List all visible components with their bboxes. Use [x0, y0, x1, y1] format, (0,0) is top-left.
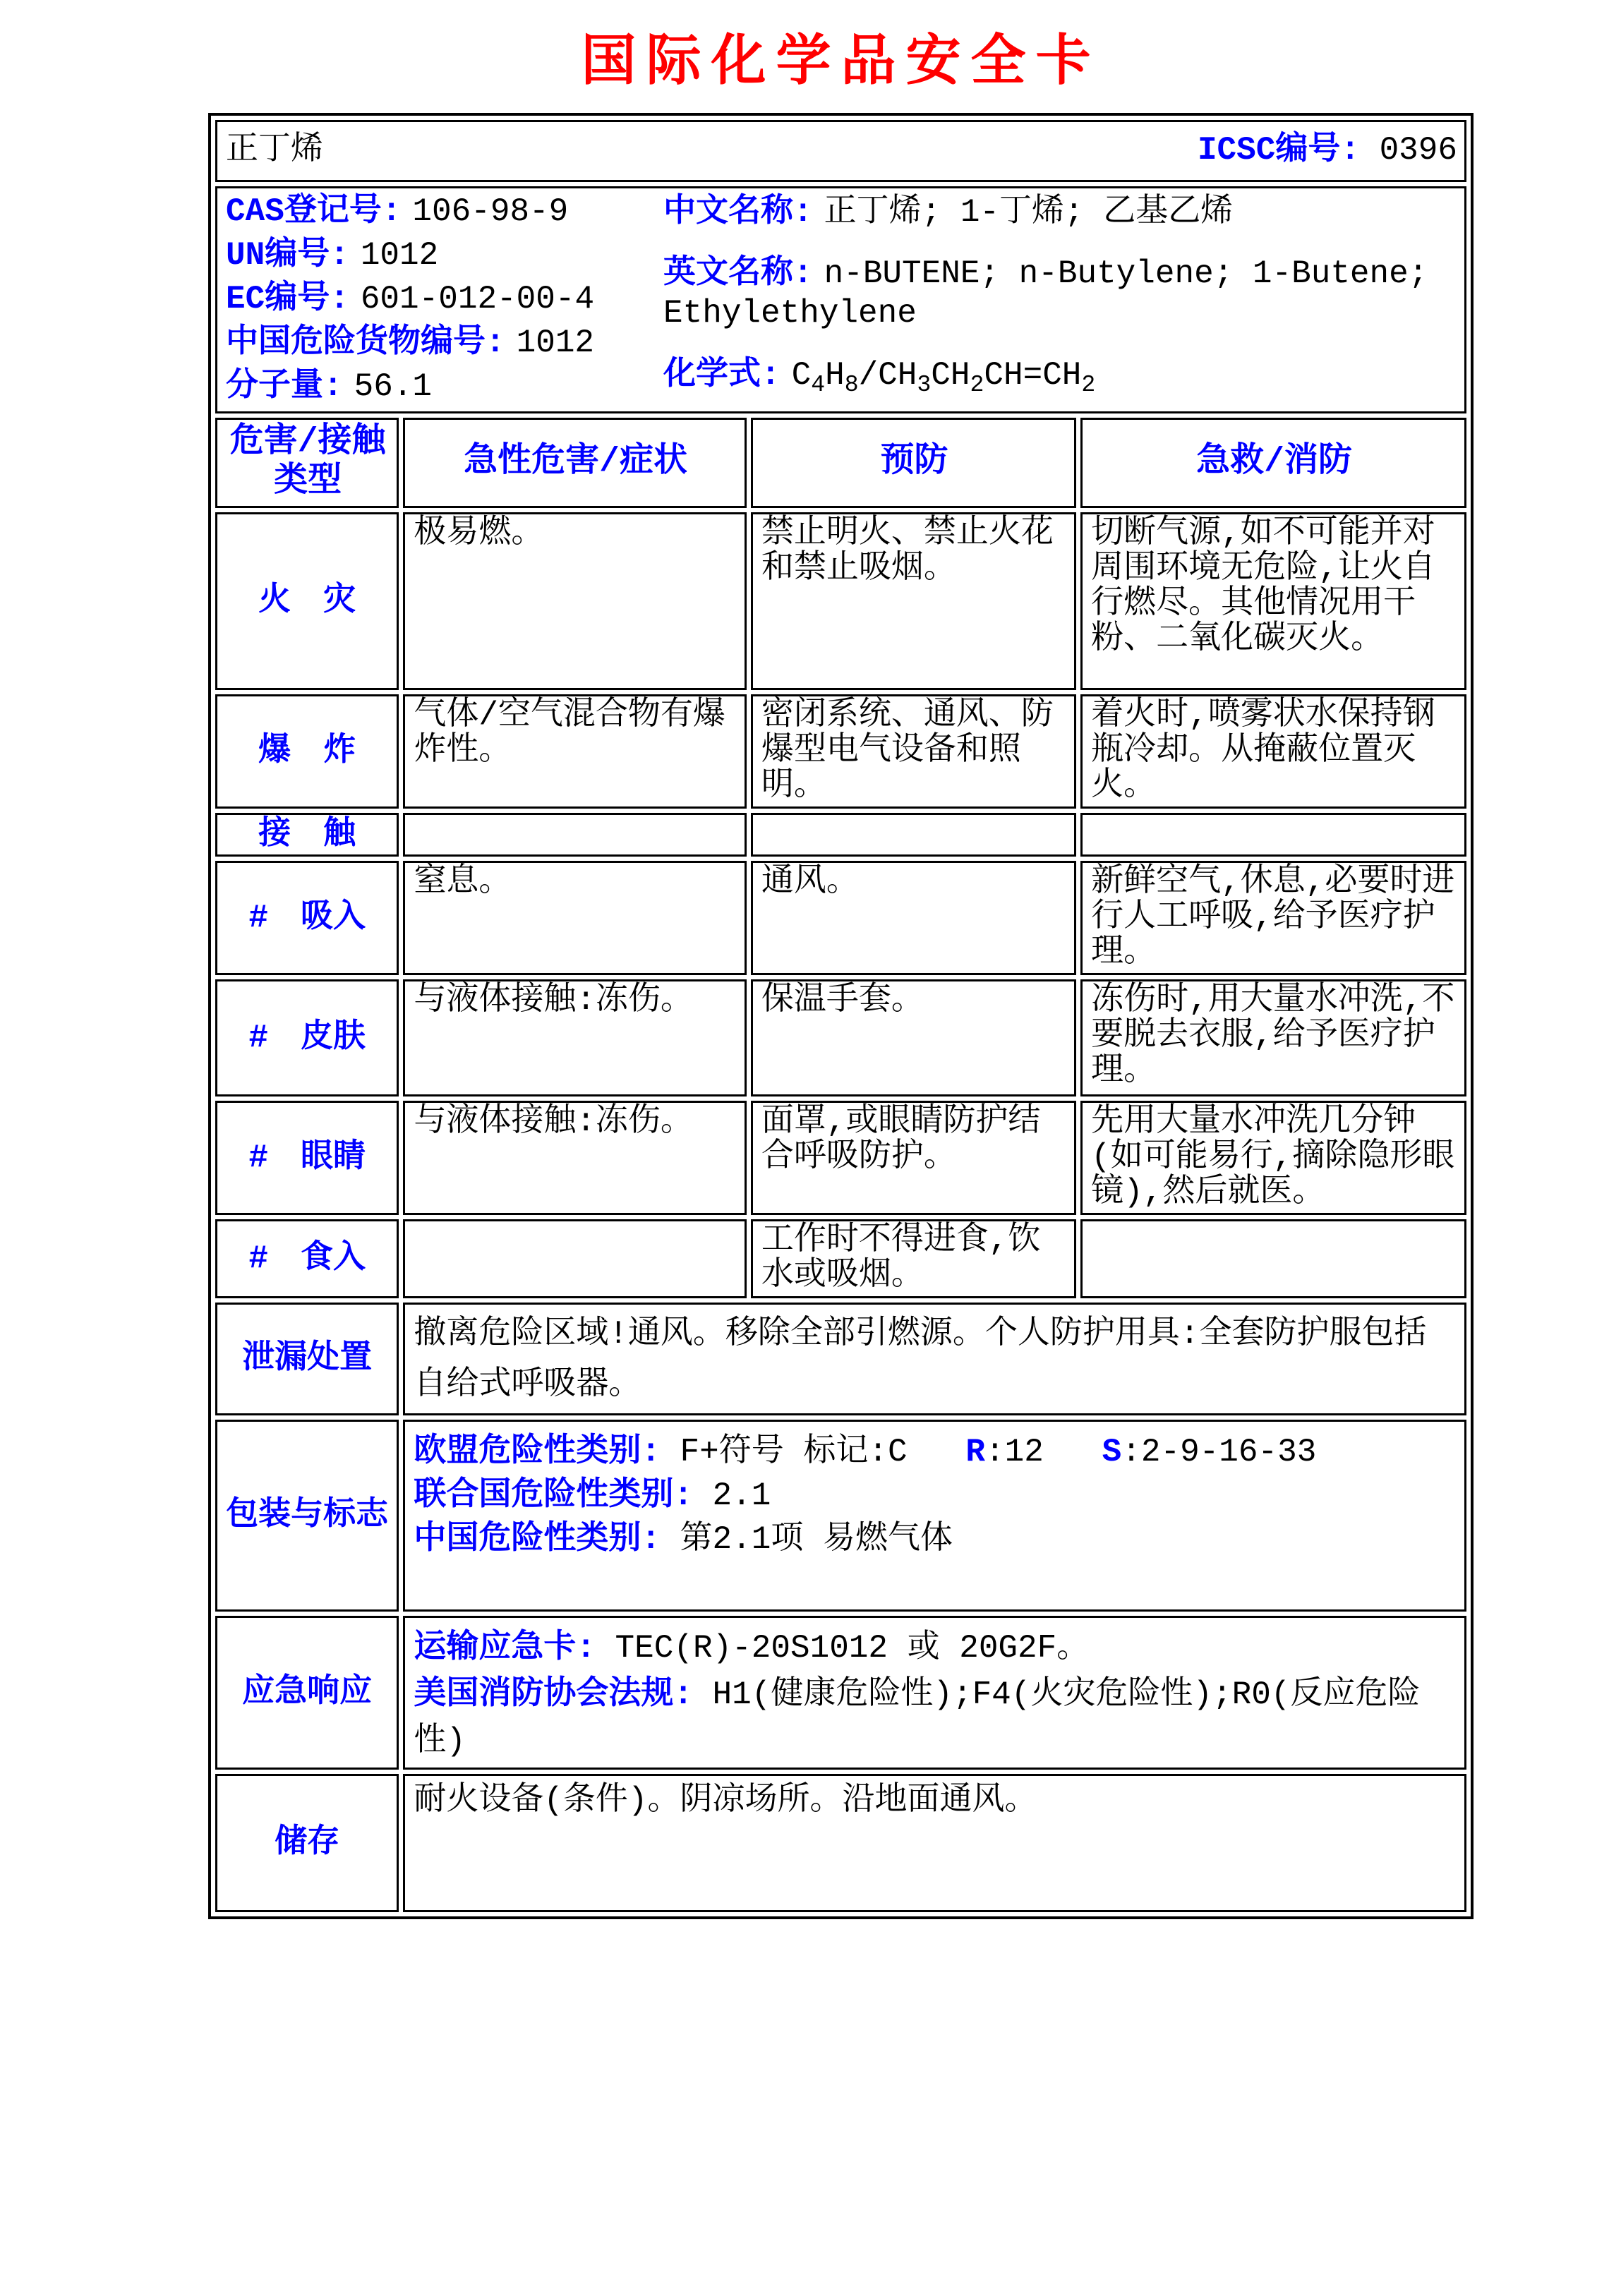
- row-label-skin: # 皮肤: [215, 979, 399, 1096]
- hazard-row-explosion: [215, 694, 1466, 809]
- field-label: S: [1102, 1434, 1122, 1470]
- fire-prevention: 禁止明火、禁止火花和禁止吸烟。: [751, 512, 1076, 690]
- section-line: [414, 1430, 1430, 1474]
- section-line: [414, 1672, 1430, 1765]
- hazard-row-contact: [215, 813, 1466, 857]
- formula-subscript: 2: [1081, 371, 1096, 398]
- field-value: TEC(R)-20S1012 或 20G2F。: [595, 1630, 1090, 1667]
- english-name-label: 英文名称:: [663, 255, 813, 293]
- row-label-contact: 接 触: [215, 813, 399, 857]
- header-first-aid: 急救/消防: [1080, 418, 1466, 508]
- ec-number-line: [226, 277, 663, 321]
- section-line: [414, 1474, 1430, 1518]
- ingestion-first-aid: [1080, 1219, 1466, 1298]
- row-label-inhalation: # 吸入: [215, 861, 399, 975]
- english-name-value: n-BUTENE; n-Butylene; 1-Butene; Ethylethylene: [663, 255, 1428, 332]
- field-value: H1(健康危险性);F4(火灾危险性);R0(反应危险性): [414, 1676, 1421, 1760]
- identifier-list: [226, 190, 663, 409]
- section-label-storage: 储存: [215, 1774, 399, 1912]
- contact-first-aid: [1080, 813, 1466, 857]
- eyes-prevention: 面罩,或眼睛防护结合呼吸防护。: [751, 1101, 1076, 1215]
- hazard-header-row: [215, 418, 1466, 508]
- row-label-fire: 火 灾: [215, 512, 399, 690]
- identifiers-row: [215, 186, 1466, 413]
- hazard-row-inhalation: [215, 861, 1466, 975]
- skin-first-aid: 冻伤时,用大量水冲洗,不要脱去衣服,给予医疗护理。: [1080, 979, 1466, 1096]
- english-name-line: [663, 254, 1457, 333]
- section-line: [414, 1625, 1430, 1672]
- spillage-content: [403, 1303, 1466, 1415]
- section-row-spillage: [215, 1303, 1466, 1415]
- storage-content: [403, 1774, 1466, 1912]
- identifiers-cell: [215, 186, 1466, 413]
- section-line: [414, 1309, 1430, 1410]
- row-label-eyes: # 眼睛: [215, 1101, 399, 1215]
- cas-value: 106-98-9: [412, 193, 569, 230]
- contact-prevention: [751, 813, 1076, 857]
- formula-text: CH: [931, 356, 970, 394]
- page-title: 国际化学品安全卡: [581, 34, 1101, 96]
- chinese-name-label: 中文名称:: [663, 194, 813, 231]
- name-list: [663, 190, 1457, 409]
- name-row: [215, 120, 1466, 182]
- field-value: 撤离危险区域!通风。移除全部引燃源。个人防护用具:全套防护服包括自给式呼吸器。: [414, 1316, 1427, 1403]
- field-label: 欧盟危险性类别:: [414, 1434, 661, 1470]
- field-value: 2.1: [692, 1478, 771, 1514]
- cas-number-line: [226, 190, 663, 234]
- icsc-number: [1198, 133, 1457, 168]
- formula-text: C: [791, 356, 812, 394]
- ec-value: 601-012-00-4: [360, 281, 595, 318]
- formula-subscript: 4: [811, 371, 826, 398]
- field-label: 联合国危险性类别:: [414, 1478, 693, 1514]
- formula-subscript: 8: [844, 371, 859, 398]
- ec-label: EC编号:: [226, 281, 349, 318]
- molecular-weight-value: 56.1: [354, 368, 433, 405]
- section-label-spillage: 泄漏处置: [215, 1303, 399, 1415]
- inhalation-prevention: 通风。: [751, 861, 1076, 975]
- china-dg-label: 中国危险货物编号:: [226, 325, 505, 361]
- cas-label: CAS登记号:: [226, 193, 402, 230]
- eyes-symptoms: 与液体接触:冻伤。: [403, 1101, 746, 1215]
- molecular-weight-line: [226, 365, 663, 409]
- formula-subscript: 3: [917, 371, 932, 398]
- chinese-name-line: [663, 193, 1457, 232]
- eyes-first-aid: 先用大量水冲洗几分钟(如可能易行,摘除隐形眼镜),然后就医。: [1080, 1101, 1466, 1215]
- field-value: 第2.1项 易燃气体: [660, 1521, 953, 1558]
- china-dg-number-line: [226, 321, 663, 365]
- icsc-number-label: ICSC编号:: [1197, 132, 1360, 169]
- un-number-line: [226, 234, 663, 277]
- skin-prevention: 保温手套。: [751, 979, 1076, 1096]
- ingestion-symptoms: [403, 1219, 746, 1298]
- section-row-packaging: [215, 1420, 1466, 1612]
- header-prevention: 预防: [751, 418, 1076, 508]
- section-row-storage: [215, 1774, 1466, 1912]
- packaging-content: [403, 1420, 1466, 1612]
- explosion-symptoms: 气体/空气混合物有爆炸性。: [403, 694, 746, 809]
- field-value: :2-9-16-33: [1121, 1434, 1317, 1470]
- ingestion-prevention: 工作时不得进食,饮水或吸烟。: [751, 1219, 1076, 1298]
- section-line: [414, 1518, 1430, 1561]
- section-row-emergency-response: [215, 1616, 1466, 1770]
- inhalation-symptoms: 窒息。: [403, 861, 746, 975]
- formula-text: CH=CH: [984, 356, 1082, 394]
- hazard-row-fire: [215, 512, 1466, 690]
- header-symptoms: 急性危害/症状: [403, 418, 746, 508]
- section-label-packaging: 包装与标志: [215, 1420, 399, 1612]
- contact-symptoms: [403, 813, 746, 857]
- molecular-weight-label: 分子量:: [226, 368, 343, 405]
- header-hazard-type: 危害/接触类型: [215, 418, 399, 508]
- section-label-emergency-response: 应急响应: [215, 1616, 399, 1770]
- hazard-row-skin: [215, 979, 1466, 1096]
- formula-text: H: [825, 356, 845, 394]
- fire-symptoms: 极易燃。: [403, 512, 746, 690]
- row-label-ingestion: # 食入: [215, 1219, 399, 1298]
- field-value: 耐火设备(条件)。阴凉场所。沿地面通风。: [414, 1782, 1037, 1819]
- un-value: 1012: [360, 237, 439, 274]
- formula-subscript: 2: [970, 371, 984, 398]
- field-value: F+符号 标记:C: [660, 1434, 966, 1470]
- field-value: :12: [985, 1434, 1102, 1470]
- formula-line: [663, 356, 1457, 404]
- section-line: [414, 1783, 1430, 1818]
- emergency-response-content: [403, 1616, 1466, 1770]
- icsc-number-value: 0396: [1379, 132, 1457, 169]
- chinese-name-value: 正丁烯; 1-丁烯; 乙基乙烯: [824, 194, 1234, 231]
- inhalation-first-aid: 新鲜空气,休息,必要时进行人工呼吸,给予医疗护理。: [1080, 861, 1466, 975]
- name-cell: [215, 120, 1466, 182]
- field-label: 中国危险性类别:: [414, 1521, 661, 1558]
- un-label: UN编号:: [226, 237, 349, 274]
- chemical-formula: [791, 356, 1096, 398]
- hazard-row-eyes: [215, 1101, 1466, 1215]
- hazard-row-ingestion: [215, 1219, 1466, 1298]
- chemical-name: 正丁烯: [226, 132, 323, 169]
- formula-label: 化学式:: [663, 356, 781, 394]
- explosion-first-aid: 着火时,喷雾状水保持钢瓶冷却。从掩蔽位置灭火。: [1080, 694, 1466, 809]
- skin-symptoms: 与液体接触:冻伤。: [403, 979, 746, 1096]
- formula-text: /CH: [858, 356, 917, 394]
- row-label-explosion: 爆 炸: [215, 694, 399, 809]
- fire-first-aid: 切断气源,如不可能并对周围环境无危险,让火自行燃尽。其他情况用干粉、二氧化碳灭火。: [1080, 512, 1466, 690]
- field-label: 美国消防协会法规:: [414, 1676, 693, 1713]
- safety-card-table: [208, 113, 1474, 1919]
- field-label: 运输应急卡:: [414, 1630, 596, 1667]
- explosion-prevention: 密闭系统、通风、防爆型电气设备和照明。: [751, 694, 1076, 809]
- field-label: R: [965, 1434, 985, 1470]
- china-dg-value: 1012: [516, 325, 595, 361]
